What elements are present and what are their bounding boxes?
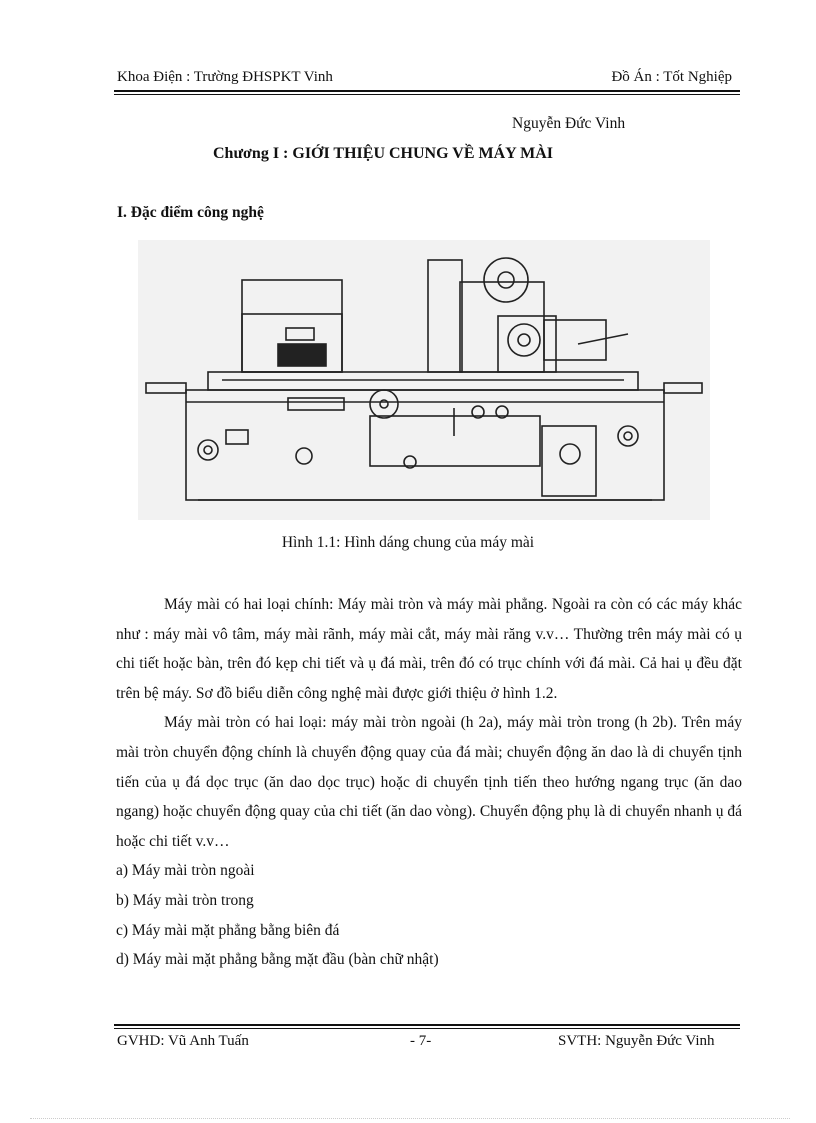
author-name: Nguyễn Đức Vinh: [512, 115, 626, 132]
list-item-c: c) Máy mài mặt phẳng bằng biên đá: [116, 921, 340, 939]
grinding-machine-figure: [138, 240, 710, 520]
footer-supervisor: GVHD: Vũ Anh Tuấn: [117, 1033, 249, 1049]
footer-student: SVTH: Nguyễn Đức Vinh: [558, 1033, 715, 1049]
paragraph-2: Máy mài tròn có hai loại: máy mài tròn ngoài (h 2a), máy mài tròn trong (h 2b). Trên máy mài tròn chuyển động chính là chuyển động quay của đá mài; chuyển động ăn dao là di chuyển tịnh tiến của ụ đá dọc trục (ăn dao dọc trục) hoặc di chuyển tịnh tiến theo hướng ngang trục (ăn dao ngang) hoặc chuyển động quay của chi tiết (ăn dao vòng). Chuyển động phụ là di chuyển nhanh ụ đá hoặc chi tiết v.v…: [116, 714, 742, 850]
list-item-b: b) Máy mài tròn trong: [116, 891, 254, 909]
footer-rule-thick: [114, 1024, 740, 1026]
figure-caption: Hình 1.1: Hình dáng chung của máy mài: [281, 534, 535, 551]
paragraph-1: Máy mài có hai loại chính: Máy mài tròn và máy mài phẳng. Ngoài ra còn có các máy khác như : máy mài vô tâm, máy mài rãnh, máy mài cắt, máy mài răng v.v… Thường trên máy mài có ụ chi tiết hoặc bàn, trên đó kẹp chi tiết và ụ đá mài, trên đó có trục chính với đá mài. Cả hai ụ đều đặt trên bệ máy. Sơ đồ biểu diễn công nghệ mài được giới thiệu ở hình 1.2.: [116, 596, 742, 702]
list-item-a: a) Máy mài tròn ngoài: [116, 862, 255, 880]
header-right-text: Đồ Án : Tốt Nghiệp: [611, 69, 732, 85]
chapter-title-text: Chương I : GIỚI THIỆU CHUNG VỀ MÁY MÀI: [213, 145, 553, 162]
chapter-title: [0, 145, 816, 163]
grinding-machine-drawing: [138, 240, 710, 520]
header-rule-thin: [114, 94, 740, 95]
footer-page-number: - 7-: [410, 1033, 432, 1049]
header-rule-thick: [114, 90, 740, 92]
footer-rule-thin: [114, 1028, 740, 1029]
list-item-d: d) Máy mài mặt phẳng bằng mặt đầu (bàn chữ nhật): [116, 951, 439, 969]
header-left-text: Khoa Điện : Trường ĐHSPKT Vinh: [117, 69, 333, 85]
section-title: I. Đặc điểm công nghệ: [117, 204, 264, 221]
body-text: [116, 590, 742, 975]
page-bottom-divider: [30, 1118, 790, 1119]
